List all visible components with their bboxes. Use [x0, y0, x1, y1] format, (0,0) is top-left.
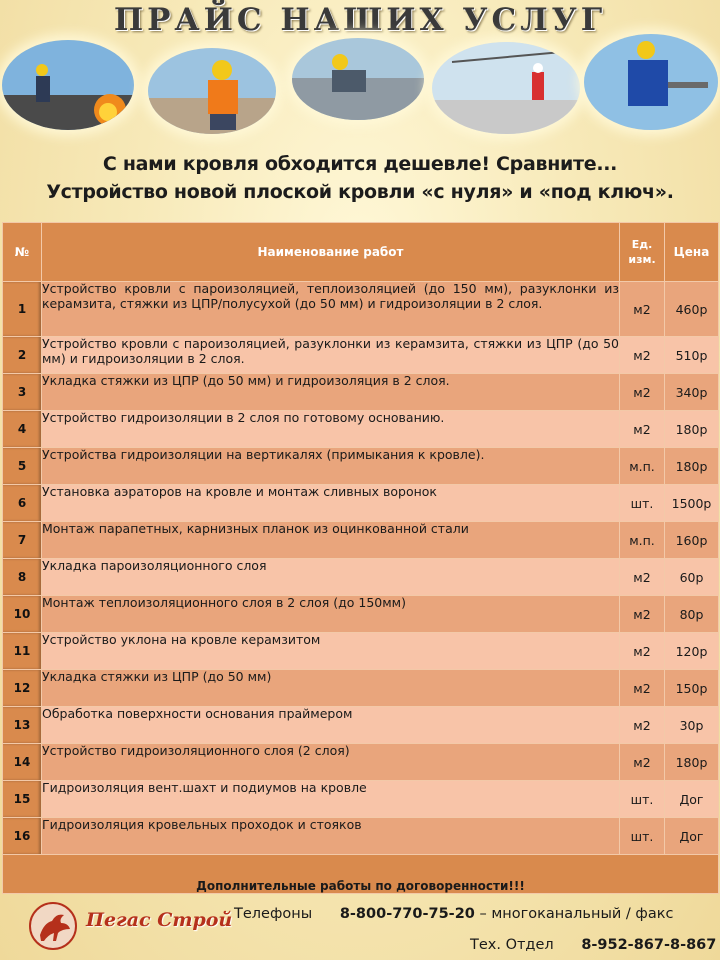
header-num: № — [3, 223, 42, 282]
header-unit: Ед. изм. — [620, 223, 665, 282]
row-name: Устройства гидроизоляции на вертикалях (примыкания к кровле). — [42, 448, 620, 485]
row-unit: м2 — [620, 411, 665, 448]
row-name: Гидроизоляция вент.шахт и подиумов на кровле — [42, 781, 620, 818]
phones-label: Телефоны — [234, 906, 313, 922]
slogan-line-2: Устройство новой плоской кровли «с нуля» и «под ключ». — [46, 181, 674, 203]
photo-worker-blue — [584, 34, 718, 130]
row-name: Устройство кровли с пароизоляцией, теплоизоляцией (до 150 мм), разуклонки из керамзита, стяжки из ЦПР/полусухой (до 50 мм) и гидроизоляции в 2 слоя. — [42, 282, 620, 337]
header-price: Цена — [665, 223, 719, 282]
row-price: 1500р — [665, 485, 719, 522]
row-price: 340р — [665, 374, 719, 411]
row-num: 14 — [3, 744, 42, 781]
photo-strip — [0, 34, 720, 134]
row-unit: шт. — [620, 781, 665, 818]
row-num: 3 — [3, 374, 42, 411]
table-row — [3, 448, 719, 485]
row-name: Установка аэраторов на кровле и монтаж сливных воронок — [42, 485, 620, 522]
table-row — [3, 282, 719, 337]
row-name: Устройство гидроизоляционного слоя (2 слоя) — [42, 744, 620, 781]
row-num: 8 — [3, 559, 42, 596]
table-row — [3, 374, 719, 411]
row-price: 160р — [665, 522, 719, 559]
row-price: 60р — [665, 559, 719, 596]
row-unit: м2 — [620, 559, 665, 596]
table-row — [3, 707, 719, 744]
row-name: Укладка пароизоляционного слоя — [42, 559, 620, 596]
page-title: ПРАЙС НАШИХ УСЛУГ — [113, 2, 607, 38]
main-phone-note: – многоканальный / факс — [479, 906, 674, 922]
row-unit: м.п. — [620, 522, 665, 559]
row-num: 12 — [3, 670, 42, 707]
table-row — [3, 596, 719, 633]
row-name: Устройство гидроизоляции в 2 слоя по готовому основанию. — [42, 411, 620, 448]
row-name: Устройство уклона на кровле керамзитом — [42, 633, 620, 670]
table-header-row — [3, 223, 719, 282]
row-price: 510р — [665, 337, 719, 374]
table-footer-row — [3, 855, 719, 894]
main-phone-line — [234, 906, 673, 922]
row-name: Укладка стяжки из ЦПР (до 50 мм) и гидроизоляция в 2 слоя. — [42, 374, 620, 411]
table-row — [3, 818, 719, 855]
row-unit: шт. — [620, 485, 665, 522]
photo-worker-orange — [148, 48, 276, 134]
row-num: 10 — [3, 596, 42, 633]
row-name: Устройство кровли с пароизоляцией, разуклонки из керамзита, стяжки из ЦПР (до 50 мм) и гидроизоляции в 2 слоя. — [42, 337, 620, 374]
table-row — [3, 522, 719, 559]
main-phone[interactable]: 8-800-770-75-20 — [339, 906, 475, 922]
table-row — [3, 744, 719, 781]
row-unit: м2 — [620, 374, 665, 411]
extra-works-note: Дополнительные работы по договоренности!!! — [3, 855, 719, 894]
row-unit: шт. — [620, 818, 665, 855]
row-price: 460р — [665, 282, 719, 337]
tech-phone[interactable]: 8-952-867-8-867 — [581, 937, 717, 953]
pegasus-logo-icon — [26, 901, 80, 951]
row-price: 120р — [665, 633, 719, 670]
table-row — [3, 337, 719, 374]
row-price: 150р — [665, 670, 719, 707]
row-num: 15 — [3, 781, 42, 818]
row-price: 180р — [665, 448, 719, 485]
row-name: Монтаж парапетных, карнизных планок из оцинкованной стали — [42, 522, 620, 559]
price-table — [2, 222, 719, 894]
header-name: Наименование работ — [42, 223, 620, 282]
row-num: 6 — [3, 485, 42, 522]
row-unit: м2 — [620, 282, 665, 337]
row-unit: м2 — [620, 596, 665, 633]
table-row — [3, 633, 719, 670]
row-num: 5 — [3, 448, 42, 485]
row-num: 16 — [3, 818, 42, 855]
row-price: Дог — [665, 781, 719, 818]
row-price: Дог — [665, 818, 719, 855]
row-price: 180р — [665, 411, 719, 448]
row-price: 30р — [665, 707, 719, 744]
row-unit: м.п. — [620, 448, 665, 485]
row-num: 4 — [3, 411, 42, 448]
slogan-line-1: С нами кровля обходится дешевле! Сравните... — [102, 153, 618, 175]
row-unit: м2 — [620, 633, 665, 670]
table-row — [3, 485, 719, 522]
table-row — [3, 411, 719, 448]
row-name: Укладка стяжки из ЦПР (до 50 мм) — [42, 670, 620, 707]
row-unit: м2 — [620, 744, 665, 781]
row-name: Монтаж теплоизоляционного слоя в 2 слоя (до 150мм) — [42, 596, 620, 633]
row-unit: м2 — [620, 670, 665, 707]
photo-construction-site — [432, 42, 580, 134]
photo-roofer-torch — [2, 40, 134, 130]
page-footer — [0, 895, 720, 960]
row-unit: м2 — [620, 707, 665, 744]
row-num: 2 — [3, 337, 42, 374]
row-num: 7 — [3, 522, 42, 559]
table-row — [3, 670, 719, 707]
row-num: 13 — [3, 707, 42, 744]
table-row — [3, 559, 719, 596]
photo-worker-roof — [292, 38, 424, 120]
row-price: 180р — [665, 744, 719, 781]
row-name: Обработка поверхности основания праймером — [42, 707, 620, 744]
row-unit: м2 — [620, 337, 665, 374]
tech-phone-line — [470, 937, 716, 953]
row-price: 80р — [665, 596, 719, 633]
row-name: Гидроизоляция кровельных проходок и стояков — [42, 818, 620, 855]
tech-label: Тех. Отдел — [470, 937, 554, 953]
brand-name: Пегас Строй — [86, 909, 233, 931]
table-row — [3, 781, 719, 818]
row-num: 1 — [3, 282, 42, 337]
row-num: 11 — [3, 633, 42, 670]
